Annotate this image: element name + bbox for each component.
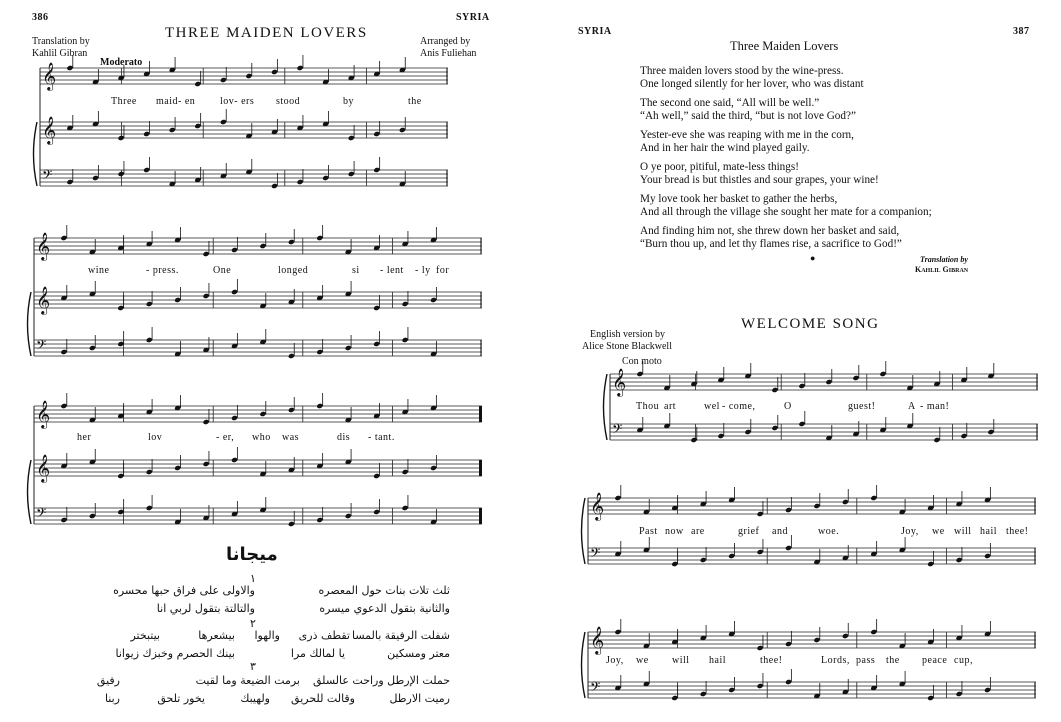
staff	[34, 495, 482, 527]
staff	[40, 109, 448, 145]
bass-clef-icon: 𝄢	[36, 337, 47, 356]
music-system-left-1	[28, 60, 448, 190]
treble-clef-icon: 𝄞	[590, 626, 605, 654]
staff	[588, 535, 1036, 567]
staff	[588, 619, 1036, 655]
poem-stanza: My love took her basket to gather the herbs, And all through the village she sought her mate for a companion;	[640, 193, 932, 218]
bass-clef-icon: 𝄢	[590, 545, 601, 564]
tempo-con-moto: Con moto	[622, 356, 662, 367]
staff	[34, 327, 482, 359]
staff	[40, 55, 448, 91]
poem-title: Three Maiden Lovers	[730, 39, 839, 53]
music-system-right-3	[576, 624, 1036, 719]
running-head-right: SYRIA	[578, 26, 612, 37]
song-title-welcome-song: WELCOME SONG	[741, 316, 880, 332]
treble-clef-icon: 𝄞	[36, 232, 51, 260]
music-system-left-2	[22, 230, 482, 360]
bass-clef-icon: 𝄢	[612, 421, 623, 440]
brace-icon	[582, 632, 586, 698]
treble-clef-icon: 𝄞	[612, 368, 627, 396]
poem-stanza: O ye poor, pitiful, mate-less things! Your bread is but thistles and sour grapes, your wine!	[640, 161, 879, 186]
translation-credit-right: Translation by Kahlil Gibran	[915, 255, 969, 274]
bass-clef-icon: 𝄢	[42, 167, 53, 186]
music-system-left-3	[22, 398, 482, 526]
page-number-right: 387	[1013, 26, 1030, 37]
treble-clef-icon: 𝄞	[42, 62, 57, 90]
staff	[610, 361, 1038, 397]
page-number-left: 386	[32, 12, 49, 23]
translation-credit-left: Translation by Kahlil Gibran	[32, 36, 90, 59]
staff	[34, 393, 482, 429]
treble-clef-icon: 𝄞	[590, 492, 605, 520]
brace-icon	[28, 460, 32, 524]
song-title-three-maiden-lovers: THREE MAIDEN LOVERS	[165, 25, 368, 41]
treble-clef-icon: 𝄞	[36, 400, 51, 428]
bass-clef-icon: 𝄢	[590, 679, 601, 698]
staff	[34, 279, 482, 315]
arabic-title-mijana: ميجانا	[226, 544, 278, 565]
poem-stanza: Three maiden lovers stood by the wine-press. One longed silently for her lover, who was distant	[640, 65, 864, 90]
poem-stanza: The second one said, “All will be well.” “Ah well,” said the third, “but is not love God?”	[640, 97, 856, 122]
bullet-dot: ●	[810, 253, 816, 263]
tempo-moderato: Moderato	[100, 57, 143, 68]
poem-stanza: Yester-eve she was reaping with me in the corn, And in her hair the wind played gaily.	[640, 129, 854, 154]
staff	[610, 411, 1038, 443]
english-version-credit: English version by Alice Stone Blackwell	[582, 329, 672, 352]
brace-icon	[582, 498, 586, 564]
staff	[588, 485, 1036, 521]
treble-clef-icon: 𝄞	[36, 286, 51, 314]
staff	[34, 225, 482, 261]
staff	[34, 447, 482, 483]
bass-clef-icon: 𝄢	[36, 505, 47, 524]
brace-icon	[34, 122, 38, 186]
brace-icon	[28, 292, 32, 356]
running-head-left: SYRIA	[456, 12, 490, 23]
poem-text	[640, 65, 1000, 251]
staff	[40, 157, 448, 189]
treble-clef-icon: 𝄞	[36, 454, 51, 482]
brace-icon	[604, 374, 608, 440]
arranger-credit: Arranged by Anis Fuliehan	[420, 36, 477, 59]
poem-stanza: And finding him not, she threw down her basket and said, “Burn thou up, and let thy flames rise, a sacrifice to God!”	[640, 225, 902, 250]
treble-clef-icon: 𝄞	[42, 116, 57, 144]
music-system-right-2	[576, 490, 1036, 585]
staff	[588, 669, 1036, 701]
